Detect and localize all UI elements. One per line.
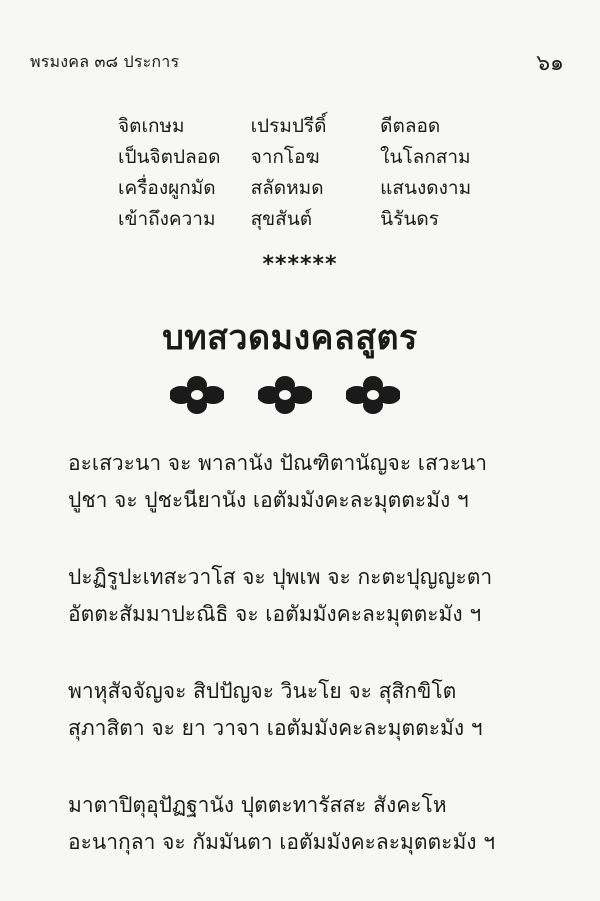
poem-phrase: เข้าถึงความ [118,207,216,230]
verse-line: ปูชา จะ ปูชะนียานัง เอตัมมังคะละมุตตะมัง ฯ [68,488,469,512]
page-number: ๖๑ [536,51,564,76]
verse-line: มาตาปิตุอุปัฏฐานัง ปุตตะทารัสสะ สังคะโห [68,793,447,817]
ornament-row [170,375,400,415]
poem-phrase: สุขสันต์ [250,207,313,230]
verse [68,673,568,747]
verse-line: สุภาสิตา จะ ยา วาจา เอตัมมังคะละมุตตะมัง ฯ [68,716,483,740]
poem-phrase: แสนงดงาม [380,176,472,199]
verse-line: พาหุสัจจัญจะ สิปปัญจะ วินะโย จะ สุสิกขิโต [68,679,457,703]
poem-phrase: เครื่องผูกมัด [118,176,216,199]
poem-phrase: เป็นจิตปลอด [118,145,221,168]
poem-row [118,203,498,234]
section-title: บทสวดมงคลสูตร [162,318,418,358]
poem-phrase: สลัดหมด [250,176,324,199]
verse-line: อะนากุลา จะ กัมมันตา เอตัมมังคะละมุตตะมัง ฯ [68,830,496,854]
poem-stanza [118,110,498,234]
poem-phrase: ดีตลอด [380,114,441,137]
poem-phrase: จากโอฆ [250,145,320,168]
verse [68,445,568,519]
chant-verses [68,445,568,901]
poem-row [118,172,498,203]
poem-row [118,141,498,172]
poem-phrase: นิรันดร [380,207,439,230]
asterisk-separator: ****** [262,252,338,277]
poem-phrase: จิตเกษม [118,114,185,137]
verse [68,559,568,633]
verse-line: ปะฏิรูปะเทสะวาโส จะ ปุพเพ จะ กะตะปุญญะตา [68,565,493,589]
flower-icon [258,375,312,415]
running-title: พรมงคล ๓๘ ประการ [30,52,180,71]
poem-phrase: ในโลกสาม [380,145,471,168]
verse-line: อัตตะสัมมาปะณิธิ จะ เอตัมมังคะละมุตตะมัง ฯ [68,602,482,626]
poem-row [118,110,498,141]
flower-icon [346,375,400,415]
poem-phrase: เปรมปรีดิ์ [250,114,327,137]
verse-line: อะเสวะนา จะ พาลานัง ปัณฑิตานัญจะ เสวะนา [68,451,488,475]
verse [68,787,568,861]
flower-icon [170,375,224,415]
